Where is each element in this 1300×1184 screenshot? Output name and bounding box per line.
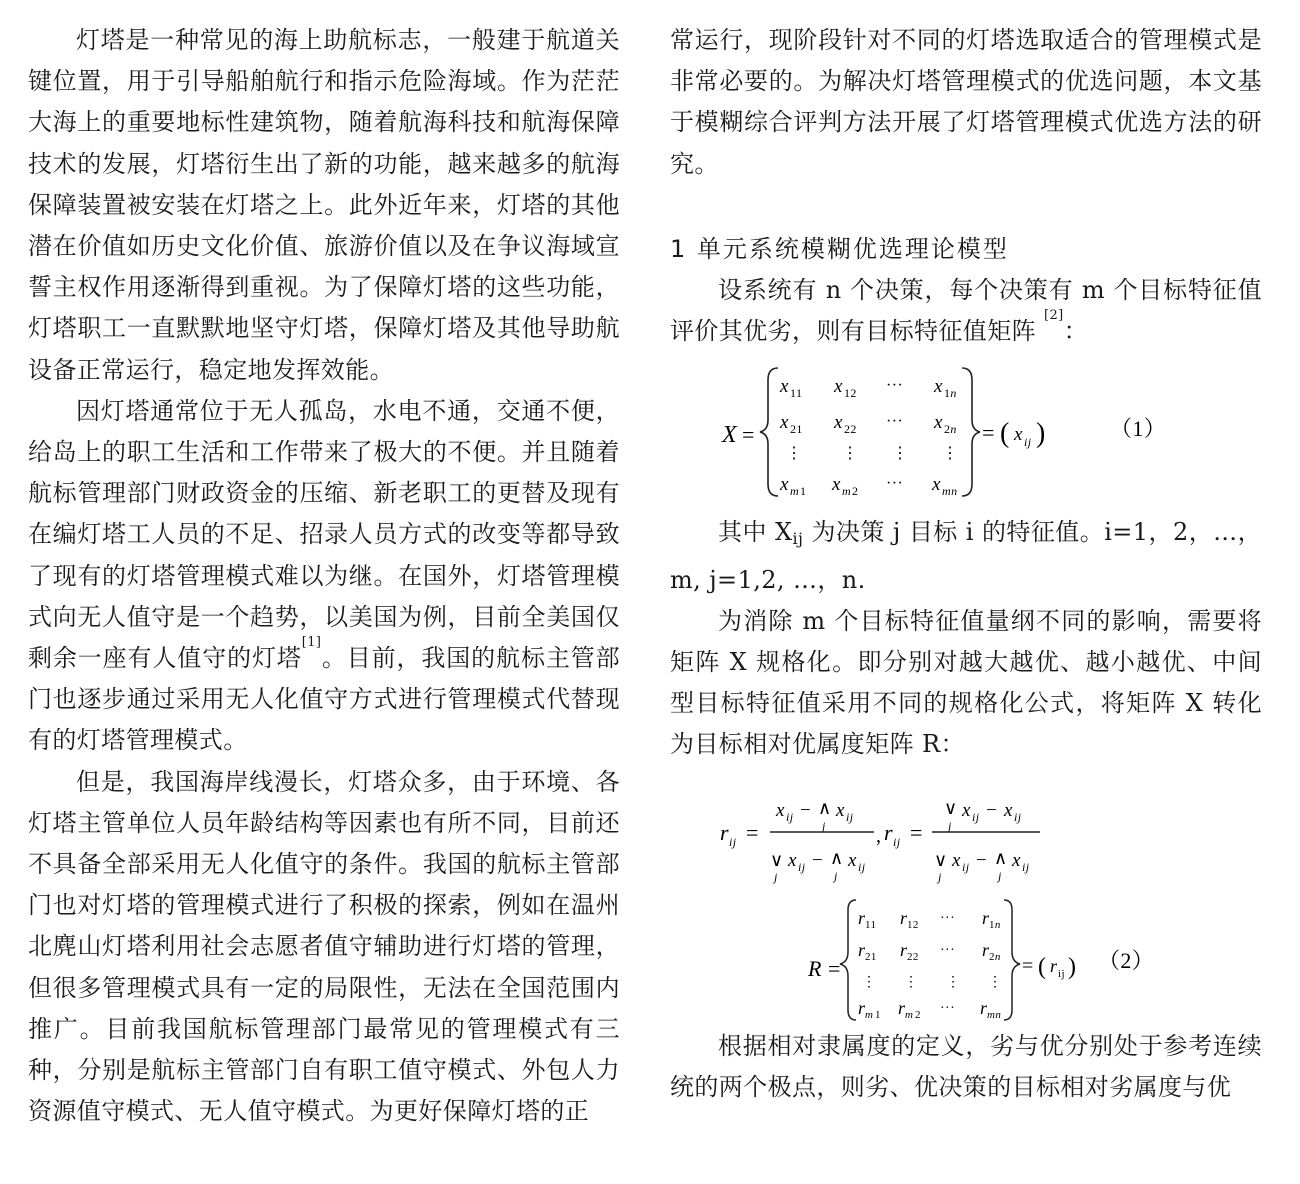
svg-text:x: x [788,849,797,871]
svg-text:m: m [905,1008,914,1021]
paragraph-setup-tail: ： [1063,317,1089,346]
svg-text:x: x [834,376,843,398]
svg-text:ij: ij [729,834,737,849]
svg-text:r: r [982,939,990,960]
svg-text:⋮: ⋮ [904,974,919,990]
svg-text:···: ··· [886,475,904,493]
svg-text:⋮: ⋮ [942,445,959,463]
citation-2[interactable]: [2] [1044,308,1064,324]
svg-text:···: ··· [886,413,904,431]
svg-text:···: ··· [940,1000,956,1016]
svg-text:ij: ij [846,809,854,824]
svg-text:x: x [1014,424,1023,446]
svg-text:x: x [780,412,789,434]
paragraph-definition-a: 其中 X [718,518,793,547]
svg-text:r: r [900,907,908,928]
svg-text:j: j [822,818,826,833]
equation-2-number: （2） [1098,947,1155,973]
svg-text:∨: ∨ [944,797,958,818]
svg-text:ij: ij [1024,435,1032,450]
svg-text:x: x [776,799,785,821]
svg-text:∨: ∨ [934,849,948,870]
svg-text:j: j [948,818,952,833]
svg-text:⋮: ⋮ [842,445,859,463]
svg-text:x: x [780,376,789,398]
svg-text:11: 11 [790,386,803,401]
svg-text:x: x [780,474,789,496]
svg-text:x: x [962,799,971,821]
svg-text:ij: ij [798,859,806,874]
svg-text:=: = [746,819,759,845]
paragraph-setup-text: 设系统有 n 个决策，每个决策有 m 个目标特征值评价其优劣，则有目标特征值矩阵 [670,276,1262,346]
svg-text:x: x [1012,849,1021,871]
citation-1[interactable]: [1] [301,635,322,651]
svg-text:22: 22 [844,422,857,437]
svg-text:r: r [898,997,906,1018]
svg-text:X: X [722,422,738,449]
svg-text:m: m [865,1008,874,1021]
svg-text:ij: ij [1014,809,1022,824]
svg-text:2: 2 [915,1008,921,1021]
svg-text:11: 11 [865,918,877,931]
paragraph-continuation: 常运行，现阶段针对不同的灯塔选取适合的管理模式是非常必要的。为解决灯塔管理模式的优选问题，本文基于模糊综合评判方法开展了灯塔管理模式优选方法的研究。 [670,26,1262,178]
svg-text:ij: ij [893,834,901,849]
paragraph-current-status: 但是，我国海岸线漫长，灯塔众多，由于环境、各灯塔主管单位人员年龄结构等因素也有所不同，目前还不具备全部采用无人化值守的条件。我国的航标主管部门也对灯塔的管理模式进行了积极的探索，例如在温州北麂山灯塔利用社会志愿者值守辅助进行灯塔的管理，但很多管理模式具有一定的局限性，无法在全国范围内推广。目前我国航标管理部门最常见的管理模式有三种，分别是航标主管部门自有职工值守模式、外包人力资源值守模式、无人值守模式。为更好保障灯塔的正 [28,767,620,1126]
equation-2 [670,766,1262,1026]
svg-text:∧: ∧ [830,847,844,868]
svg-text:12: 12 [844,386,857,401]
svg-text:1: 1 [800,484,807,499]
svg-text:r: r [720,819,729,845]
svg-text:2n: 2n [989,950,1001,963]
svg-text:1: 1 [875,1008,881,1021]
svg-text:12: 12 [907,918,919,931]
svg-text:m: m [790,484,800,499]
svg-text:2: 2 [852,484,859,499]
svg-text:x: x [934,376,943,398]
right-column [670,20,1262,1108]
svg-text:∨: ∨ [770,849,784,870]
paragraph-setup [670,270,1262,352]
equation-1 [670,352,1262,510]
svg-text:−: − [812,849,824,871]
svg-text:mn: mn [987,1008,1002,1021]
paragraph-background [28,391,620,762]
svg-text:): ) [1068,953,1077,980]
svg-text:x: x [832,474,841,496]
svg-text:∧: ∧ [818,797,832,818]
svg-text:j: j [998,868,1002,883]
svg-text:r: r [982,907,990,928]
svg-text:21: 21 [790,422,803,437]
svg-text:···: ··· [886,377,904,395]
svg-text:x: x [934,412,943,434]
svg-text:∧: ∧ [994,847,1008,868]
svg-text:): ) [1036,418,1046,450]
svg-text:(: ( [1038,953,1047,980]
left-column [28,20,620,1132]
paragraph-definition-b: 为决策 j 目标 i 的特征值。i=1，2，…，m, j=1,2, …，n. [670,518,1262,594]
svg-text:j: j [834,868,838,883]
svg-text:−: − [986,799,998,821]
svg-text:−: − [976,849,988,871]
svg-text:x: x [836,799,845,821]
svg-text:r: r [884,819,893,845]
svg-text:x: x [952,849,961,871]
svg-text:j: j [938,869,942,884]
paragraph-definition-subscript: ij [792,529,804,549]
svg-text:−: − [800,799,812,821]
svg-text:r: r [980,997,988,1018]
svg-text:22: 22 [907,950,919,963]
svg-text:···: ··· [940,910,956,926]
svg-text:x: x [1004,799,1013,821]
svg-text:(: ( [1000,418,1010,450]
svg-text:21: 21 [865,950,877,963]
svg-text:=: = [828,955,841,981]
svg-text:j: j [774,869,778,884]
equation-1-number: （1） [1110,416,1167,442]
section-heading: 1 单元系统模糊优选理论模型 [670,234,1009,263]
svg-text:x: x [834,412,843,434]
svg-text:⋮: ⋮ [892,445,909,463]
svg-text:⋮: ⋮ [862,974,877,990]
svg-text:r: r [858,997,866,1018]
svg-text:x: x [848,849,857,871]
svg-text:R: R [808,955,822,981]
svg-text:=: = [982,420,995,446]
paragraph-definition [670,512,1262,600]
paragraph-normalize: 为消除 m 个目标特征值量纲不同的影响，需要将矩阵 X 规格化。即分别对越大越优、越小越优、中间型目标特征值采用不同的规格化公式，将矩阵 X 转化为目标相对优属度矩阵 R： [670,606,1262,759]
svg-text:⋮: ⋮ [988,974,1003,990]
svg-text:x: x [932,474,941,496]
svg-text:ij: ij [786,809,794,824]
svg-text:mn: mn [942,484,958,499]
svg-text:⋮: ⋮ [946,974,961,990]
svg-text:ij: ij [1022,859,1030,874]
paragraph-relative-membership: 根据相对隶属度的定义，劣与优分别处于参考连续统的两个极点，则劣、优决策的目标相对劣属度与优 [670,1031,1262,1101]
svg-text:⋮: ⋮ [786,445,803,463]
svg-text:r: r [1050,955,1058,976]
paragraph-intro: 灯塔是一种常见的海上助航标志，一般建于航道关键位置，用于引导船舶航行和指示危险海域。作为茫茫大海上的重要地标性建筑物，随着航海科技和航海保障技术的发展，灯塔衍生出了新的功能，越来越多的航海保障装置被安装在灯塔之上。此外近年来，灯塔的其他潜在价值如历史文化价值、旅游价值以及在争议海域宣誓主权作用逐渐得到重视。为了保障灯塔的这些功能，灯塔职工一直默默地坚守灯塔，保障灯塔及其他导助航设备正常运行，稳定地发挥效能。 [28,26,620,384]
svg-text:ij: ij [962,859,970,874]
svg-text:ij: ij [972,809,980,824]
svg-text:2n: 2n [944,422,957,437]
svg-text:1n: 1n [944,386,957,401]
svg-text:1n: 1n [989,918,1001,931]
svg-text:r: r [900,939,908,960]
svg-text:m: m [842,484,852,499]
paragraph-background-tail: 。目前，我国的航标主管部门也逐步通过采用无人化值守方式进行管理模式代替现有的灯塔管理模式。 [28,644,620,755]
svg-text:r: r [858,907,866,928]
svg-text:,: , [876,824,882,847]
svg-text:=: = [910,819,923,845]
svg-text:ij: ij [858,859,866,874]
svg-text:r: r [858,939,866,960]
svg-text:=: = [1022,954,1034,977]
svg-text:=: = [742,422,755,448]
paragraph-background-text: 因灯塔通常位于无人孤岛，水电不通，交通不便，给岛上的职工生活和工作带来了极大的不便。并且随着航标管理部门财政资金的压缩、新老职工的更替及现有在编灯塔工人员的不足、招录人员方式的改变等都导致了现有的灯塔管理模式难以为继。在国外，灯塔管理模式向无人值守是一个趋势，以美国为例，目前全美国仅剩余一座有人值守的灯塔 [28,396,620,673]
svg-text:ij: ij [1058,967,1065,980]
svg-text:···: ··· [940,942,956,958]
